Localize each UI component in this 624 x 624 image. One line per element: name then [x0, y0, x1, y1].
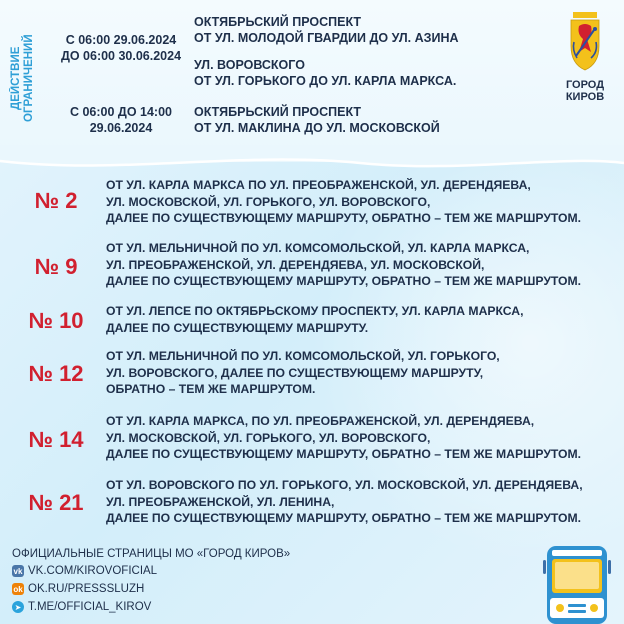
route-description: ОТ УЛ. ВОРОВСКОГО ПО УЛ. ГОРЬКОГО, УЛ. МОСКОВСКОЙ, УЛ. ДЕРЕНДЯЕВА, УЛ. ПРЕОБРАЖЕНСКОЙ, УЛ. ЛЕНИНА, ДАЛЕЕ ПО СУЩЕСТВУЮЩЕМУ МАРШРУТУ, ОБРАТНО – ТЕМ ЖЕ МАРШРУТОМ.	[106, 478, 583, 525]
route-number: № 12	[28, 361, 84, 386]
route-description: ОТ УЛ. МЕЛЬНИЧНОЙ ПО УЛ. КОМСОМОЛЬСКОЙ, УЛ. ГОРЬКОГО, УЛ. ВОРОВСКОГО, ДАЛЕЕ ПО СУЩЕСТВУЮЩЕМУ МАРШРУТУ, ОБРАТНО – ТЕМ ЖЕ МАРШРУТОМ.	[106, 349, 500, 396]
telegram-link[interactable]: ➤ T.ME/OFFICIAL_KIROV	[12, 600, 151, 614]
route-description: ОТ УЛ. ЛЕПСЕ ПО ОКТЯБРЬСКОМУ ПРОСПЕКТУ, УЛ. КАРЛА МАРКСА, ДАЛЕЕ ПО СУЩЕСТВУЮЩЕМУ МАРШРУТУ.	[106, 304, 524, 335]
route-description: ОТ УЛ. МЕЛЬНИЧНОЙ ПО УЛ. КОМСОМОЛЬСКОЙ, УЛ. КАРЛА МАРКСА, УЛ. ПРЕОБРАЖЕНСКОЙ, УЛ. ДЕРЕНДЯЕВА, УЛ. МОСКОВСКОЙ, ДАЛЕЕ ПО СУЩЕСТВУЮЩЕМУ МАРШРУТУ, ОБРАТНО – ТЕМ ЖЕ МАРШРУТОМ.	[106, 241, 582, 288]
restriction-2-streets: ОКТЯБРЬСКИЙ ПРОСПЕКТ ОТ УЛ. МАКЛИНА ДО УЛ. МОСКОВСКОЙ	[194, 105, 440, 135]
restriction-1-time: С 06:00 29.06.2024 ДО 06:00 30.06.2024	[60, 33, 182, 63]
restriction-2-time: С 06:00 ДО 14:00 29.06.2024	[69, 105, 172, 135]
route-number: № 9	[34, 254, 78, 279]
route-description: ОТ УЛ. КАРЛА МАРКСА ПО УЛ. ПРЕОБРАЖЕНСКОЙ, УЛ. ДЕРЕНДЯЕВА, УЛ. МОСКОВСКОЙ, УЛ. ГОРЬКОГО, УЛ. ВОРОВСКОГО, ДАЛЕЕ ПО СУЩЕСТВУЮЩЕМУ МАРШРУТУ, ОБРАТНО – ТЕМ ЖЕ МАРШРУТОМ.	[106, 178, 582, 225]
telegram-icon: ➤	[12, 601, 24, 613]
ok-icon: ok	[13, 584, 23, 594]
vk-icon: vk	[13, 566, 23, 576]
kirov-logo: ГОРОД КИРОВ	[556, 12, 614, 108]
route-number: № 2	[34, 188, 78, 213]
bus-icon	[541, 542, 613, 624]
route-number: № 10	[28, 308, 84, 333]
restriction-period-label: ДЕЙСТВИЕ ОГРАНИЧЕНИЙ	[10, 34, 35, 122]
restriction-1-streets: ОКТЯБРЬСКИЙ ПРОСПЕКТ ОТ УЛ. МОЛОДОЙ ГВАРДИИ ДО УЛ. АЗИНА УЛ. ВОРОВСКОГО ОТ УЛ. ГОРЬКОГО ДО УЛ. КАРЛА МАРКСА.	[194, 15, 459, 88]
footer-title: ОФИЦИАЛЬНЫЕ СТРАНИЦЫ МО «ГОРОД КИРОВ»	[12, 548, 291, 560]
ok-link[interactable]: ok OK.RU/PRESSSLUZH	[13, 583, 145, 595]
route-number: № 14	[28, 427, 84, 452]
route-description: ОТ УЛ. КАРЛА МАРКСА, ПО УЛ. ПРЕОБРАЖЕНСКОЙ, УЛ. ДЕРЕНДЯЕВА, УЛ. МОСКОВСКОЙ, УЛ. ГОРЬКОГО, УЛ. ВОРОВСКОГО, ДАЛЕЕ ПО СУЩЕСТВУЮЩЕМУ МАРШРУТУ, ОБРАТНО – ТЕМ ЖЕ МАРШРУТОМ.	[106, 414, 582, 461]
coat-of-arms-icon	[565, 12, 605, 72]
vk-link[interactable]: vk VK.COM/KIROVOFICIAL	[13, 565, 158, 577]
route-number: № 21	[28, 490, 84, 515]
